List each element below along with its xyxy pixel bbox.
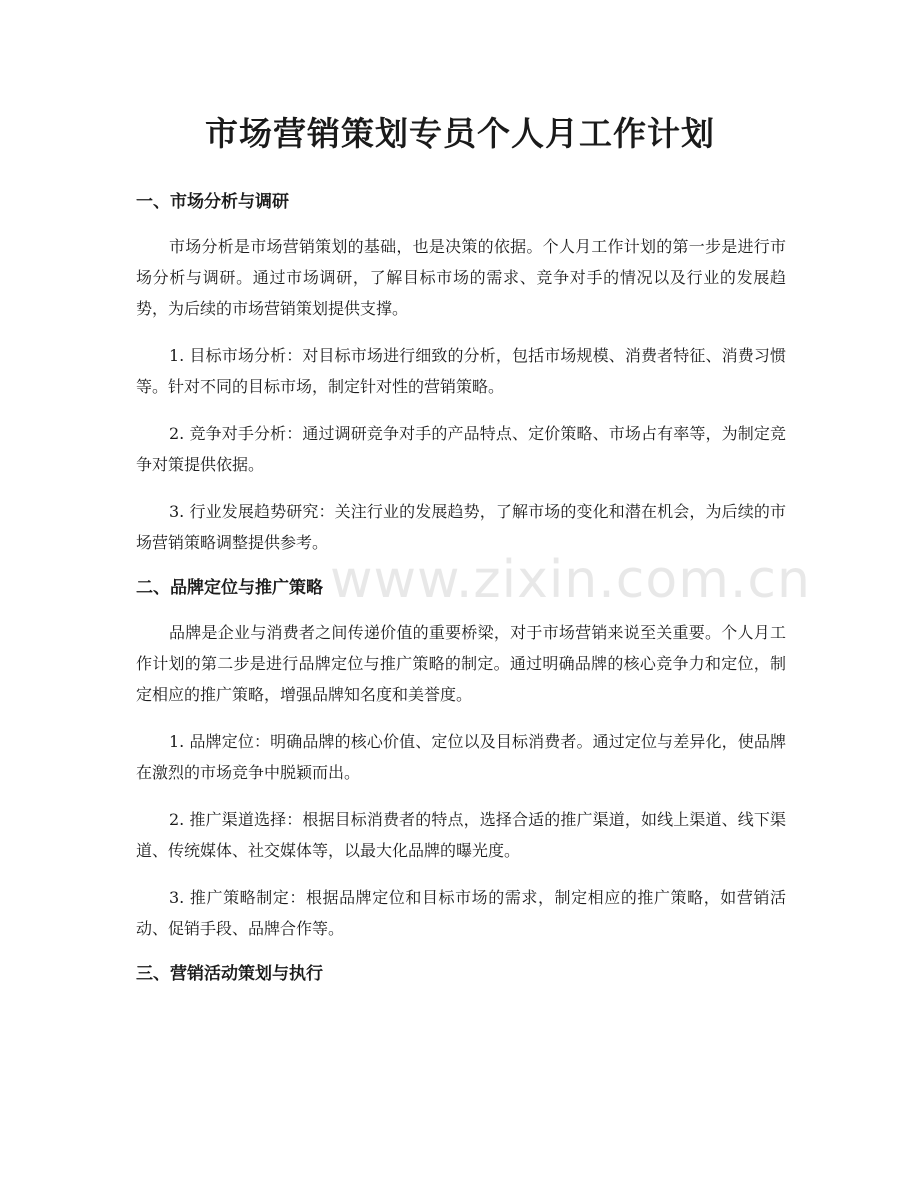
section-heading: 三、营销活动策划与执行 xyxy=(136,964,323,984)
section-heading: 一、市场分析与调研 xyxy=(136,192,289,212)
list-item: 3. 行业发展趋势研究：关注行业的发展趋势，了解市场的变化和潜在机会，为后续的市场营销策略调整提供参考。 xyxy=(136,502,786,552)
document-body xyxy=(136,190,786,986)
watermark: www.zixin.com.cn xyxy=(330,550,811,610)
paragraph: 市场分析是市场营销策划的基础，也是决策的依据。个人月工作计划的第一步是进行市场分析与调研。通过市场调研，了解目标市场的需求、竞争对手的情况以及行业的发展趋势，为后续的市场营销策划提供支撑。 xyxy=(136,237,786,318)
page-title: 市场营销策划专员个人月工作计划 xyxy=(205,114,715,153)
list-item: 2. 竞争对手分析：通过调研竞争对手的产品特点、定价策略、市场占有率等，为制定竞争对策提供依据。 xyxy=(136,424,786,474)
paragraph: 品牌是企业与消费者之间传递价值的重要桥梁，对于市场营销来说至关重要。个人月工作计划的第二步是进行品牌定位与推广策略的制定。通过明确品牌的核心竞争力和定位，制定相应的推广策略，增强品牌知名度和美誉度。 xyxy=(136,623,786,704)
list-item: 1. 品牌定位：明确品牌的核心价值、定位以及目标消费者。通过定位与差异化，使品牌在激烈的市场竞争中脱颖而出。 xyxy=(136,732,786,782)
list-item: 3. 推广策略制定：根据品牌定位和目标市场的需求，制定相应的推广策略，如营销活动、促销手段、品牌合作等。 xyxy=(136,888,786,938)
list-item: 1. 目标市场分析：对目标市场进行细致的分析，包括市场规模、消费者特征、消费习惯等。针对不同的目标市场，制定针对性的营销策略。 xyxy=(136,346,786,396)
section-heading: 二、品牌定位与推广策略 xyxy=(136,578,323,598)
list-item: 2. 推广渠道选择：根据目标消费者的特点，选择合适的推广渠道，如线上渠道、线下渠道、传统媒体、社交媒体等，以最大化品牌的曝光度。 xyxy=(136,810,786,860)
